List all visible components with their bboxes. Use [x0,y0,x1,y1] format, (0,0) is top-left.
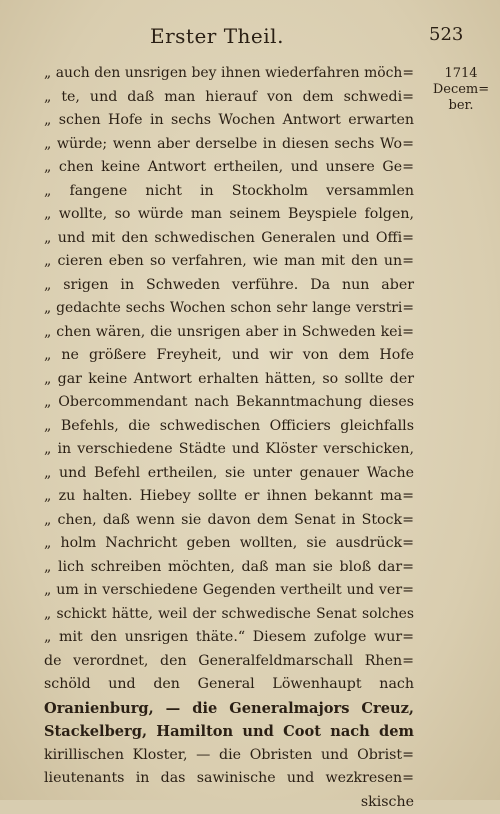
text-line: „ lich schreiben möchten, daß man sie bloß dar= [44,556,414,580]
text-line: „ in verschiedene Städte und Klöster verschicken, [44,438,414,462]
text-line: „ und Befehl ertheilen, sie unter genauer Wache [44,462,414,486]
text-line: „ auch den unsrigen bey ihnen wiederfahren möch= [44,62,414,86]
catchword: skische [44,791,414,814]
marginal-year: 1714 [426,66,496,82]
page-number: 523 [429,24,463,45]
text-line: „ um in verschiedene Gegenden vertheilt und ver= [44,579,414,603]
text-line: „ zu halten. Hiebey sollte er ihnen bekannt ma= [44,485,414,509]
text-line: „ gedachte sechs Wochen schon sehr lange verstri= [44,297,414,321]
marginal-month-part2: ber. [426,98,496,114]
text-line: „ fangene nicht in Stockholm versammlen [44,180,414,204]
text-line: „ te, und daß man hierauf von dem schwedi= [44,86,414,110]
text-line: Oranienburg, — die Generalmajors Creuz, [44,697,414,721]
text-line: „ und mit den schwedischen Generalen und Offi= [44,227,414,251]
text-line: „ chen, daß wenn sie davon dem Senat in Stock= [44,509,414,533]
text-line: lieutenants in das sawinische und wezkresen= [44,767,414,791]
marginal-date-note [426,66,496,114]
text-line: de verordnet, den Generalfeldmarschall Rhen= [44,650,414,674]
text-line: Stackelberg, Hamilton und Coot nach dem [44,720,414,744]
text-line: „ Obercommendant nach Bekanntmachung dieses [44,391,414,415]
text-line: „ mit den unsrigen thäte.“ Diesem zufolge wur= [44,626,414,650]
text-line: „ chen wären, die unsrigen aber in Schweden kei= [44,321,414,345]
text-line: kirillischen Kloster, — die Obristen und Obrist= [44,744,414,768]
text-line: „ schen Hofe in sechs Wochen Antwort erwarten [44,109,414,133]
text-line: „ holm Nachricht geben wollten, sie ausdrück= [44,532,414,556]
text-line: „ schickt hätte, weil der schwedische Senat solches [44,603,414,627]
text-line: „ ne größere Freyheit, und wir von dem Hofe [44,344,414,368]
text-line: „ chen keine Antwort ertheilen, und unsere Ge= [44,156,414,180]
running-title: Erster Theil. [150,24,284,48]
marginal-month-part1: Decem= [426,82,496,98]
text-line: „ srigen in Schweden verführe. Da nun aber [44,274,414,298]
text-line: „ wollte, so würde man seinem Beyspiele folgen, [44,203,414,227]
text-line: „ gar keine Antwort erhalten hätten, so sollte der [44,368,414,392]
text-line: „ würde; wenn aber derselbe in diesen sechs Wo= [44,133,414,157]
text-line: schöld und den General Löwenhaupt nach [44,673,414,697]
body-text [44,62,414,814]
text-line: „ Befehls, die schwedischen Officiers gleichfalls [44,415,414,439]
text-line: „ cieren eben so verfahren, wie man mit den un= [44,250,414,274]
